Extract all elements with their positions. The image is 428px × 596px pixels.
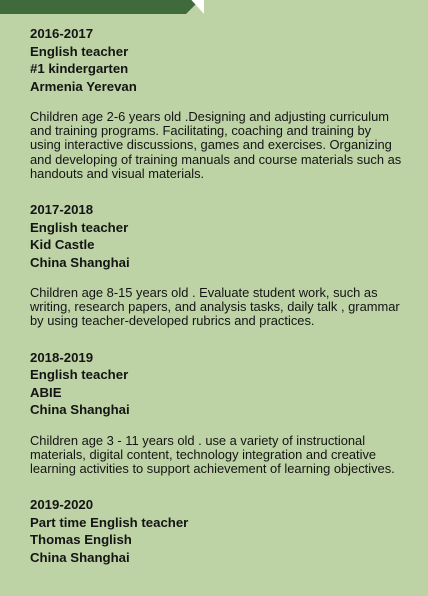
experience-entry bbox=[30, 496, 405, 566]
experience-entry bbox=[30, 25, 405, 181]
entry-years: 2017-2018 bbox=[30, 202, 94, 218]
entry-role: English teacher bbox=[30, 43, 129, 59]
experience-entry bbox=[30, 349, 405, 477]
entry-employer: Thomas English bbox=[30, 532, 132, 548]
entry-location: China Shanghai bbox=[30, 402, 130, 418]
entry-location: Armenia Yerevan bbox=[30, 78, 137, 94]
entry-location: China Shanghai bbox=[30, 254, 130, 270]
entry-employer: #1 kindergarten bbox=[30, 61, 129, 76]
entry-years: 2016-2017 bbox=[30, 26, 94, 41]
entry-employer: ABIE bbox=[30, 384, 62, 400]
entry-role: English teacher bbox=[30, 219, 129, 235]
experience-list bbox=[30, 25, 405, 566]
entry-employer: Kid Castle bbox=[30, 237, 95, 253]
entry-role: English teacher bbox=[30, 367, 129, 383]
entry-location: China Shanghai bbox=[30, 549, 130, 565]
entry-description: Children age 3 - 11 years old . use a variety of instructional materials, digital content, technology integration and creative learning activities to support achievement of learning objectives. bbox=[30, 432, 395, 477]
entry-description: Children age 8-15 years old . Evaluate student work, such as writing, research papers, and analysis tasks, daily talk , grammar by using teacher-developed rubrics and practices. bbox=[30, 285, 400, 329]
experience-entry bbox=[30, 201, 405, 329]
entry-description: Children age 2-6 years old .Designing and adjusting curriculum and training programs. Facilitating, coaching and training by using interactive discussions, games and exercises. Organizing and developing of training manuals and course materials such as handouts and visual materials. bbox=[30, 109, 402, 181]
entry-years: 2019-2020 bbox=[30, 497, 94, 513]
entry-role: Part time English teacher bbox=[30, 514, 189, 530]
section-header-banner bbox=[0, 0, 200, 14]
entry-years: 2018-2019 bbox=[30, 349, 94, 365]
